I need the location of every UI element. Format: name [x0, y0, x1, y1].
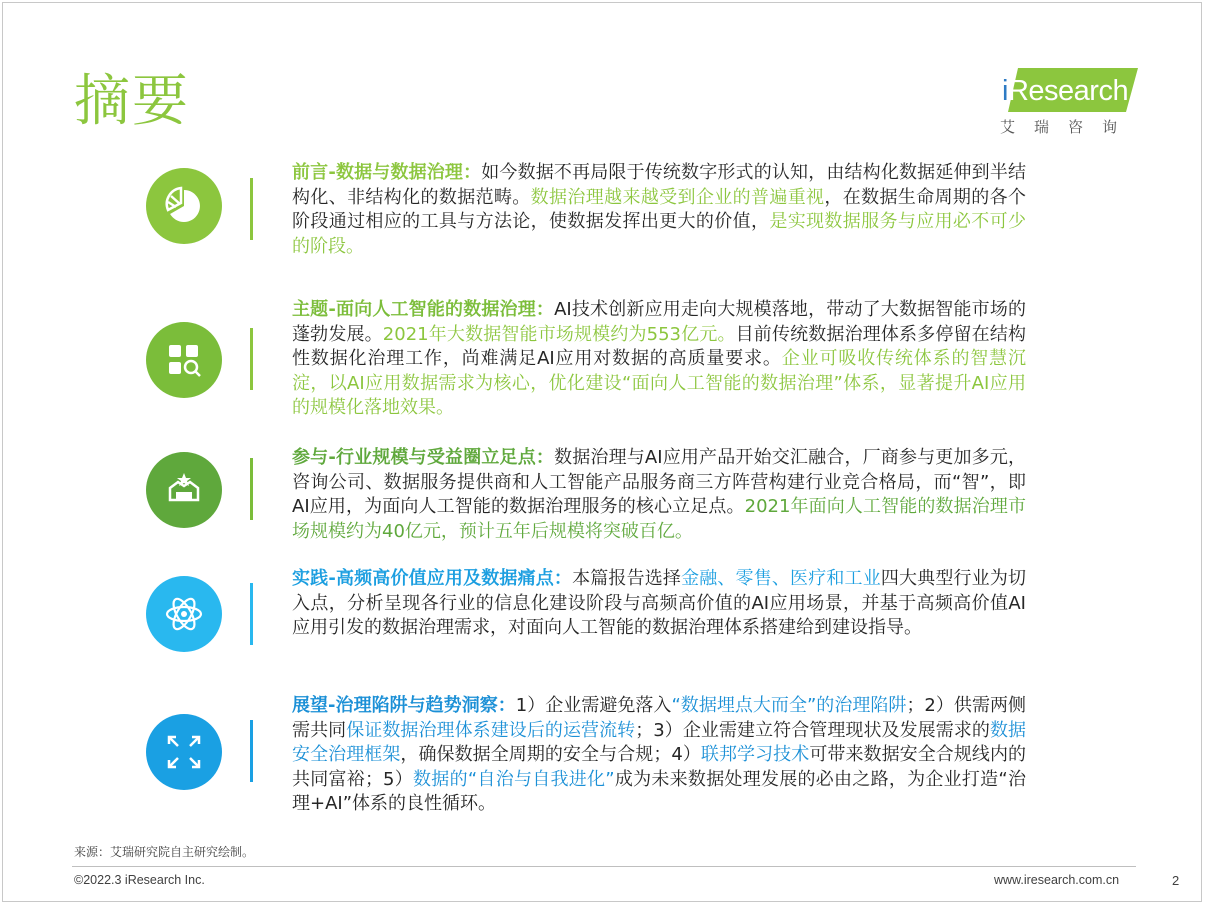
- body-text: ；3）企业需建立符合管理现状及发展需求的: [635, 719, 990, 741]
- logo-i: i: [1002, 75, 1008, 107]
- highlight-text: 数据安全治理框架: [292, 719, 1027, 765]
- section-1-divider: [250, 178, 253, 240]
- section-2-text: [292, 298, 1026, 421]
- highlight-text: 2021年大数据智能市场规模约为553亿元。: [382, 323, 736, 345]
- logo-chinese: 艾瑞咨询: [1000, 118, 1137, 136]
- highlight-text: 企业可吸收传统体系的智慧沉淀，以AI应用数据需求为核心，优化建设“面向人工智能的数据治理”体系，显著提升AI应用的规模化落地效果。: [292, 348, 1027, 418]
- body-text: 目前传统数据治理体系多停留在结构性数据化治理工作，尚难满足AI应用对数据的高质量要求。: [292, 323, 1027, 369]
- logo-research: Research: [1007, 75, 1129, 107]
- section-heading: 实践-高频高价值应用及数据痛点：: [292, 568, 573, 589]
- source-note: 来源：艾瑞研究院自主研究绘制。: [74, 845, 255, 859]
- body-text: AI技术创新应用走向大规模落地，带动了大数据智能市场的蓬勃发展。: [292, 299, 1026, 345]
- section-2-badge: [146, 322, 222, 398]
- highlight-text: 数据治理越来越受到企业的普遍重视: [530, 186, 825, 208]
- highlight-text: 保证数据治理体系建设后的运营流转: [346, 719, 636, 741]
- section-heading: 参与-行业规模与受益圈立足点：: [292, 447, 555, 468]
- body-text: 可带来数据安全合规线内的共同富裕；5）: [292, 744, 1027, 790]
- section-heading: 前言-数据与数据治理：: [292, 162, 482, 183]
- section-3-badge: [146, 452, 222, 528]
- section-5-text: [292, 694, 1026, 817]
- body-text: ；2）供需两侧需共同: [292, 695, 1027, 741]
- highlight-text: “数据埋点大而全”的治理陷阱: [671, 695, 907, 716]
- section-1-text: [292, 161, 1026, 259]
- footer-divider: [72, 866, 1136, 867]
- highlight-text: 是实现数据服务与应用必不可少的阶段。: [292, 211, 1027, 257]
- body-text: 成为未来数据处理发展的必由之路，为企业打造“治理+AI”体系的良性循环。: [292, 768, 1027, 814]
- body-text: 本篇报告选择: [572, 568, 682, 589]
- expand-arrows-icon: [164, 732, 204, 772]
- highlight-text: 联邦学习技术: [700, 744, 810, 765]
- highlight-text: 金融、零售、医疗和工业: [681, 568, 881, 589]
- section-5-divider: [250, 720, 253, 782]
- body-text: 数据治理与AI应用产品开始交汇融合，厂商参与更加多元，咨询公司、数据服务提供商和人工智能产品服务商三方阵营构建行业竞合格局，而“智”，即AI应用，为面向人工智能的数据治理服务的核心立足点。: [292, 447, 1026, 517]
- section-4-text: [292, 567, 1026, 641]
- section-3-divider: [250, 458, 253, 520]
- highlight-text: 数据的“自治与自我进化”: [413, 768, 615, 790]
- body-text: ，确保数据全周期的安全与合规；4）: [400, 744, 701, 765]
- pie-chart-icon: [162, 184, 206, 228]
- section-1-badge: [146, 168, 222, 244]
- iresearch-logo: [996, 66, 1142, 136]
- logo-text: [1002, 74, 1128, 108]
- section-heading: 展望-治理陷阱与趋势洞察：: [292, 695, 516, 716]
- section-heading: 主题-面向人工智能的数据治理：: [292, 299, 555, 320]
- body-text: 如今数据不再局限于传统数字形式的认知，由结构化数据延伸到半结构化、非结构化的数据范畴。: [292, 162, 1026, 208]
- body-text: ，在数据生命周期的各个阶段通过相应的工具与方法论，使数据发挥出更大的价值，: [292, 186, 1027, 232]
- section-4-divider: [250, 583, 253, 645]
- page-number: 2: [1172, 873, 1180, 888]
- body-text: 1）企业需避免落入: [515, 695, 672, 716]
- copyright: ©2022.3 iResearch Inc.: [74, 873, 205, 887]
- section-4-badge: [146, 576, 222, 652]
- handshake-icon: [164, 470, 204, 510]
- atom-icon: [162, 592, 206, 636]
- highlight-text: 2021年面向人工智能的数据治理市场规模约为40亿元，预计五年后规模将突破百亿。: [292, 496, 1026, 542]
- section-3-text: [292, 446, 1026, 544]
- body-text: 四大典型行业为切入点，分析呈现各行业的信息化建设阶段与高频高价值的AI应用场景，并基于高频高价值AI应用引发的数据治理需求，对面向人工智能的数据治理体系搭建给到建设指导。: [292, 568, 1026, 638]
- section-2-divider: [250, 328, 253, 390]
- website-link[interactable]: www.iresearch.com.cn: [994, 873, 1120, 887]
- section-5-badge: [146, 714, 222, 790]
- grid-search-icon: [164, 340, 204, 380]
- page-title: 摘要: [74, 69, 190, 134]
